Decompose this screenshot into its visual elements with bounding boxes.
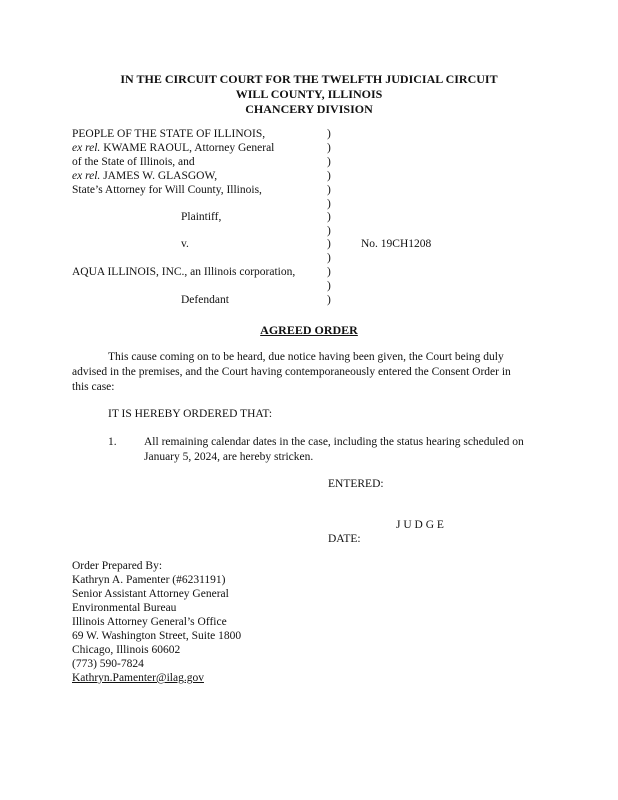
caption-paren: )	[327, 266, 331, 278]
preparer-email-link[interactable]: Kathryn.Pamenter@ilag.gov	[72, 672, 204, 684]
caption-paren: )	[327, 252, 331, 264]
caption-paren: )	[327, 170, 331, 182]
defendant-role: Defendant	[181, 294, 229, 306]
preparer-title: Senior Assistant Attorney General	[72, 588, 229, 600]
order-title: AGREED ORDER	[260, 323, 358, 337]
caption-paren: )	[327, 211, 331, 223]
preparer-street: 69 W. Washington Street, Suite 1800	[72, 630, 242, 642]
intro-line-2: advised in the premises, and the Court having contemporaneously entered the Consent Order in	[72, 366, 511, 378]
caption-paren: )	[327, 294, 331, 306]
ex-rel-italic: ex rel.	[72, 142, 101, 154]
caption-paren: )	[327, 128, 331, 140]
ex-rel-italic: ex rel.	[72, 170, 101, 182]
court-header-line-3: CHANCERY DIVISION	[245, 102, 373, 116]
plaintiff-line-4: ex rel. JAMES W. GLASGOW,	[72, 170, 218, 182]
item-number: 1.	[108, 436, 117, 448]
plaintiff-line-5: State’s Attorney for Will County, Illinois,	[72, 184, 262, 196]
plaintiff-line-2: ex rel. KWAME RAOUL, Attorney General	[72, 142, 275, 154]
court-header-line-1: IN THE CIRCUIT COURT FOR THE TWELFTH JUDICIAL CIRCUIT	[120, 72, 498, 86]
preparer-office: Illinois Attorney General’s Office	[72, 616, 227, 628]
entered-label: ENTERED:	[328, 478, 384, 490]
versus-label: v.	[181, 238, 189, 250]
court-header-line-2: WILL COUNTY, ILLINOIS	[235, 87, 383, 101]
judge-label: J U D G E	[396, 519, 444, 531]
plaintiff-line-1: PEOPLE OF THE STATE OF ILLINOIS,	[72, 128, 266, 140]
prepared-by-heading: Order Prepared By:	[72, 560, 163, 572]
caption-paren: )	[327, 238, 331, 250]
preparer-name: Kathryn A. Pamenter (#6231191)	[72, 574, 226, 586]
date-label: DATE:	[328, 533, 361, 545]
intro-line-3: this case:	[72, 381, 115, 393]
item-line-1: All remaining calendar dates in the case, including the status hearing scheduled on	[144, 436, 524, 448]
plaintiff-line-3: of the State of Illinois, and	[72, 156, 195, 168]
caption-paren: )	[327, 198, 331, 210]
caption-paren: )	[327, 156, 331, 168]
caption-paren: )	[327, 184, 331, 196]
preparer-phone: (773) 590-7824	[72, 658, 144, 670]
caption-paren: )	[327, 142, 331, 154]
ordered-statement: IT IS HEREBY ORDERED THAT:	[108, 408, 273, 420]
case-number: No. 19CH1208	[361, 238, 432, 250]
preparer-bureau: Environmental Bureau	[72, 602, 177, 614]
caption-paren: )	[327, 225, 331, 237]
caption-paren: )	[327, 280, 331, 292]
item-line-2: January 5, 2024, are hereby stricken.	[144, 451, 314, 463]
intro-line-1: This cause coming on to be heard, due notice having been given, the Court being duly	[108, 351, 504, 363]
defendant-line: AQUA ILLINOIS, INC., an Illinois corporation,	[72, 266, 296, 278]
plaintiff-role: Plaintiff,	[181, 211, 222, 223]
preparer-city: Chicago, Illinois 60602	[72, 644, 181, 656]
